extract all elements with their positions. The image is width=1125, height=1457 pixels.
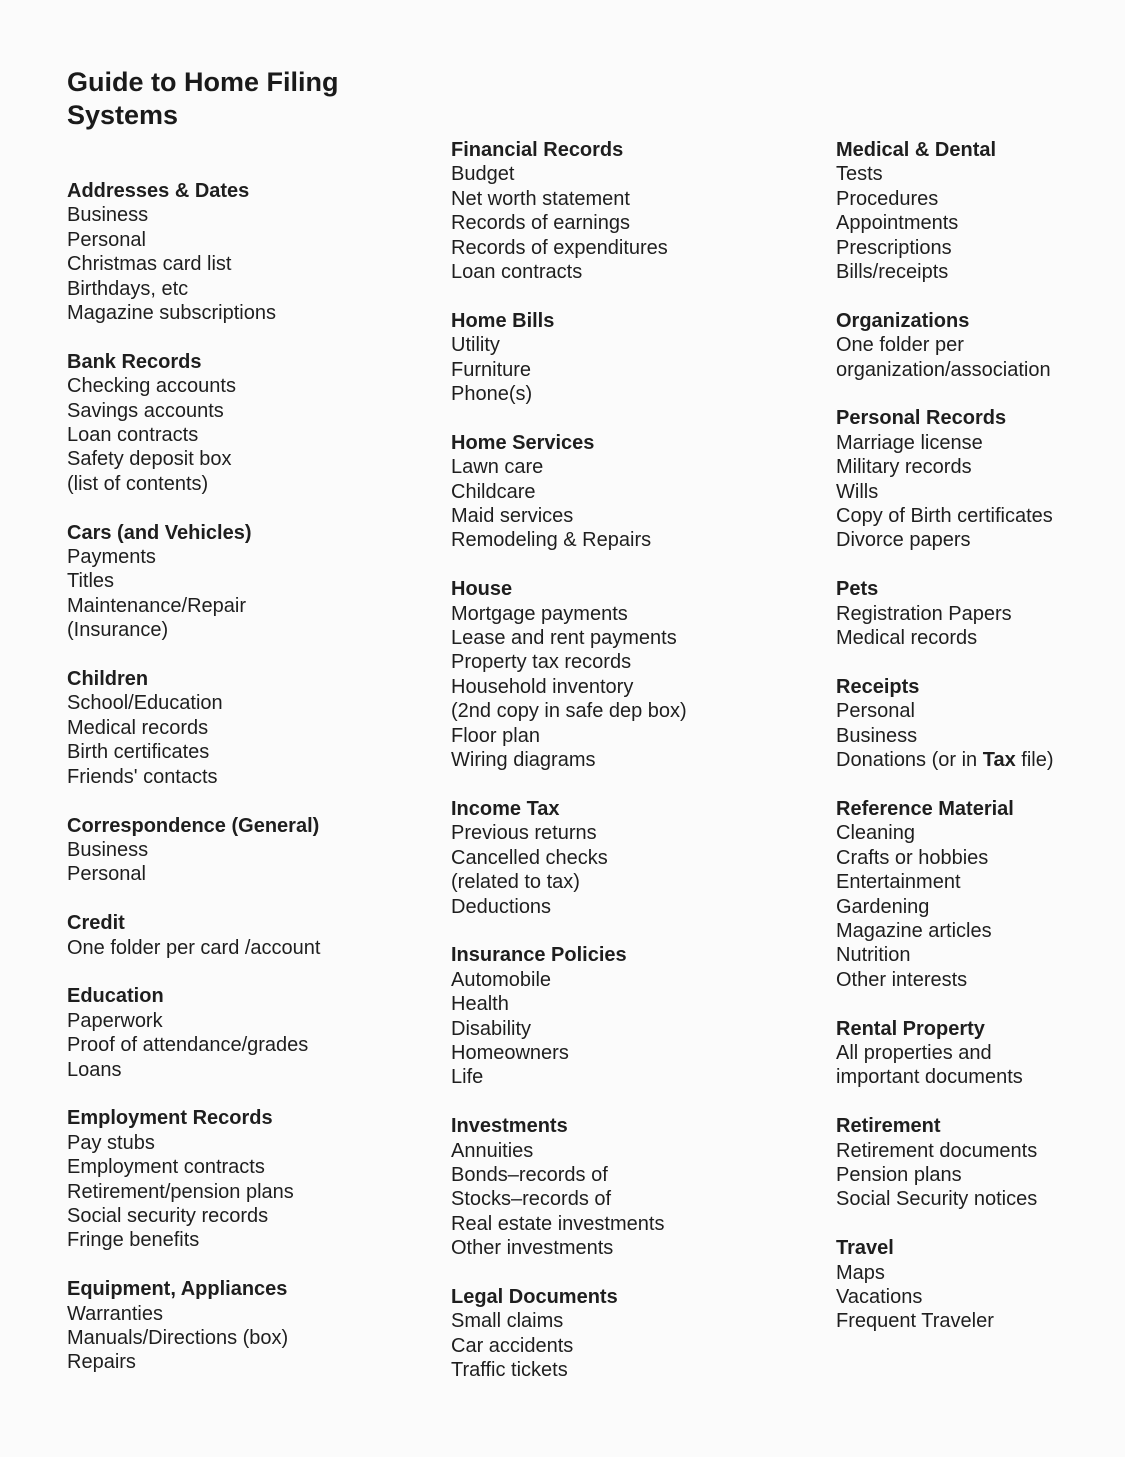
filing-section bbox=[67, 179, 367, 325]
filing-section bbox=[836, 577, 1125, 650]
section-item: School/Education bbox=[67, 692, 223, 715]
section-item: Cleaning bbox=[836, 822, 915, 845]
section-item: Warranties bbox=[67, 1302, 163, 1325]
section-item: Crafts or hobbies bbox=[836, 846, 989, 869]
section-item: Other interests bbox=[836, 968, 968, 991]
section-item: Loan contracts bbox=[451, 261, 583, 284]
section-item: Payments bbox=[67, 546, 156, 569]
section-item: Automobile bbox=[451, 968, 552, 991]
section-item: Social security records bbox=[67, 1204, 269, 1227]
section-item: Pension plans bbox=[836, 1163, 962, 1186]
section-item: Christmas card list bbox=[67, 253, 232, 276]
section-heading: Home Services bbox=[451, 431, 595, 454]
section-item: All properties and bbox=[836, 1041, 992, 1064]
section-item: Entertainment bbox=[836, 871, 961, 894]
section-item: Car accidents bbox=[451, 1334, 574, 1357]
section-heading: Legal Documents bbox=[451, 1285, 618, 1308]
section-item: Appointments bbox=[836, 212, 959, 235]
section-item: (list of contents) bbox=[67, 472, 209, 495]
section-item: Annuities bbox=[451, 1139, 534, 1162]
section-item: Furniture bbox=[451, 358, 532, 381]
section-heading: Medical & Dental bbox=[836, 139, 997, 161]
section-item: Magazine articles bbox=[836, 919, 992, 942]
filing-section bbox=[67, 667, 367, 789]
section-item: Copy of Birth certificates bbox=[836, 505, 1053, 528]
section-item: Wills bbox=[836, 480, 879, 503]
filing-section bbox=[836, 309, 1125, 382]
section-item: Divorce papers bbox=[836, 529, 971, 552]
filing-section bbox=[451, 1285, 751, 1383]
section-item: Retirement documents bbox=[836, 1139, 1038, 1162]
section-heading: Children bbox=[67, 668, 149, 691]
section-item: Other investments bbox=[451, 1237, 614, 1260]
section-heading: Organizations bbox=[836, 309, 970, 332]
section-heading: Bank Records bbox=[67, 350, 202, 373]
section-heading: Travel bbox=[836, 1237, 894, 1260]
section-item: Health bbox=[451, 993, 509, 1016]
section-item: Deductions bbox=[451, 895, 552, 918]
section-item: Disability bbox=[451, 1017, 532, 1040]
section-item: Phone(s) bbox=[451, 383, 533, 406]
section-item: Loan contracts bbox=[67, 424, 199, 447]
filing-section bbox=[836, 406, 1125, 552]
section-item: Maps bbox=[836, 1261, 885, 1284]
section-item: Lease and rent payments bbox=[451, 627, 677, 650]
section-heading: Credit bbox=[67, 912, 125, 935]
section-item: (Insurance) bbox=[67, 619, 169, 642]
filing-section bbox=[836, 138, 1125, 284]
section-heading: House bbox=[451, 578, 513, 601]
section-item: Pay stubs bbox=[67, 1131, 155, 1154]
section-item: Business bbox=[67, 204, 149, 227]
section-item: One folder per card /account bbox=[67, 936, 321, 959]
section-item: Registration Papers bbox=[836, 602, 1012, 625]
section-item: Utility bbox=[451, 334, 500, 357]
section-item: Personal bbox=[67, 863, 146, 886]
section-heading: Addresses & Dates bbox=[67, 180, 250, 202]
filing-section bbox=[836, 797, 1125, 992]
section-item: Donations (or in Tax file) bbox=[836, 749, 1054, 772]
section-item: Maid services bbox=[451, 505, 574, 528]
section-item: Medical records bbox=[67, 716, 209, 739]
section-item: Homeowners bbox=[451, 1041, 569, 1064]
section-item: Bonds–records of bbox=[451, 1163, 608, 1186]
section-item: Records of earnings bbox=[451, 212, 630, 235]
section-item: Military records bbox=[836, 456, 972, 479]
filing-section bbox=[67, 350, 367, 496]
filing-section bbox=[451, 577, 751, 772]
section-item: Titles bbox=[67, 570, 115, 593]
section-item: (related to tax) bbox=[451, 871, 580, 894]
section-heading: Pets bbox=[836, 578, 879, 601]
filing-section bbox=[451, 943, 751, 1089]
section-item: Friends' contacts bbox=[67, 765, 218, 788]
section-item: Loans bbox=[67, 1058, 122, 1081]
section-item: Business bbox=[836, 724, 918, 747]
filing-section bbox=[451, 797, 751, 919]
document-title bbox=[67, 66, 339, 132]
filing-section bbox=[836, 675, 1125, 773]
section-heading: Insurance Policies bbox=[451, 944, 627, 967]
section-item: Tests bbox=[836, 163, 883, 186]
filing-section bbox=[67, 1277, 367, 1375]
section-heading: Correspondence (General) bbox=[67, 814, 320, 837]
section-item: Childcare bbox=[451, 480, 536, 503]
section-item: Floor plan bbox=[451, 724, 540, 747]
section-item: Wiring diagrams bbox=[451, 749, 596, 772]
section-item: Birth certificates bbox=[67, 741, 210, 764]
section-item: Frequent Traveler bbox=[836, 1310, 994, 1333]
section-item: Prescriptions bbox=[836, 236, 952, 259]
section-item: Personal bbox=[67, 228, 146, 251]
section-item: Vacations bbox=[836, 1285, 923, 1308]
section-item: organization/association bbox=[836, 358, 1051, 381]
section-item: Household inventory bbox=[451, 675, 634, 698]
filing-section bbox=[836, 1114, 1125, 1212]
section-item: Records of expenditures bbox=[451, 236, 668, 259]
filing-section bbox=[836, 1236, 1125, 1334]
section-item: Remodeling & Repairs bbox=[451, 529, 652, 552]
section-item: Property tax records bbox=[451, 651, 632, 674]
section-item: Nutrition bbox=[836, 944, 911, 967]
section-item: Lawn care bbox=[451, 456, 544, 479]
filing-section bbox=[451, 309, 751, 407]
section-item: Budget bbox=[451, 163, 515, 186]
section-heading: Cars (and Vehicles) bbox=[67, 521, 252, 544]
section-item: Bills/receipts bbox=[836, 261, 949, 284]
section-heading: Employment Records bbox=[67, 1107, 273, 1130]
section-item: Gardening bbox=[836, 895, 930, 918]
section-item: important documents bbox=[836, 1066, 1023, 1089]
section-item: Employment contracts bbox=[67, 1156, 265, 1179]
section-item: Net worth statement bbox=[451, 187, 630, 210]
section-heading: Income Tax bbox=[451, 797, 560, 820]
section-heading: Equipment, Appliances bbox=[67, 1278, 288, 1301]
section-item: Personal bbox=[836, 700, 915, 723]
section-item: Real estate investments bbox=[451, 1212, 665, 1235]
section-item: Traffic tickets bbox=[451, 1359, 568, 1382]
section-heading: Education bbox=[67, 985, 164, 1008]
section-heading: Investments bbox=[451, 1115, 568, 1138]
section-item: Repairs bbox=[67, 1351, 136, 1374]
section-item: One folder per bbox=[836, 334, 964, 357]
filing-section bbox=[451, 431, 751, 553]
section-item: Fringe benefits bbox=[67, 1229, 200, 1252]
section-item: (2nd copy in safe dep box) bbox=[451, 700, 687, 723]
filing-section bbox=[836, 1017, 1125, 1090]
section-heading: Personal Records bbox=[836, 407, 1007, 430]
section-item: Checking accounts bbox=[67, 375, 236, 398]
title-line-2: Systems bbox=[67, 100, 179, 130]
section-item: Proof of attendance/grades bbox=[67, 1034, 309, 1057]
section-item: Magazine subscriptions bbox=[67, 302, 276, 325]
filing-section bbox=[451, 1114, 751, 1260]
section-item: Mortgage payments bbox=[451, 602, 628, 625]
filing-section bbox=[67, 521, 367, 643]
section-item: Business bbox=[67, 838, 149, 861]
section-item: Previous returns bbox=[451, 822, 597, 845]
section-item: Maintenance/Repair bbox=[67, 594, 246, 617]
filing-section bbox=[67, 1106, 367, 1252]
section-item: Small claims bbox=[451, 1310, 564, 1333]
section-item: Social Security notices bbox=[836, 1188, 1038, 1211]
section-heading: Financial Records bbox=[451, 139, 624, 161]
section-item: Medical records bbox=[836, 627, 978, 650]
column-2 bbox=[451, 138, 751, 1407]
column-1 bbox=[67, 179, 367, 1399]
section-item: Birthdays, etc bbox=[67, 277, 189, 300]
section-item: Cancelled checks bbox=[451, 846, 608, 869]
filing-section bbox=[67, 911, 367, 960]
section-item: Procedures bbox=[836, 187, 939, 210]
section-heading: Rental Property bbox=[836, 1017, 985, 1040]
section-heading: Home Bills bbox=[451, 309, 555, 332]
section-heading: Receipts bbox=[836, 675, 920, 698]
filing-section bbox=[67, 814, 367, 887]
filing-section bbox=[451, 138, 751, 284]
section-item: Paperwork bbox=[67, 1009, 163, 1032]
section-heading: Reference Material bbox=[836, 797, 1014, 820]
section-item: Marriage license bbox=[836, 431, 983, 454]
section-item: Safety deposit box bbox=[67, 448, 232, 471]
section-heading: Retirement bbox=[836, 1115, 941, 1138]
section-item: Life bbox=[451, 1066, 484, 1089]
section-item: Retirement/pension plans bbox=[67, 1180, 294, 1203]
section-item: Savings accounts bbox=[67, 399, 224, 422]
section-item: Stocks–records of bbox=[451, 1188, 612, 1211]
section-item: Manuals/Directions (box) bbox=[67, 1326, 289, 1349]
column-3 bbox=[836, 138, 1125, 1358]
title-line-1: Guide to Home Filing bbox=[67, 67, 339, 97]
filing-section bbox=[67, 984, 367, 1082]
